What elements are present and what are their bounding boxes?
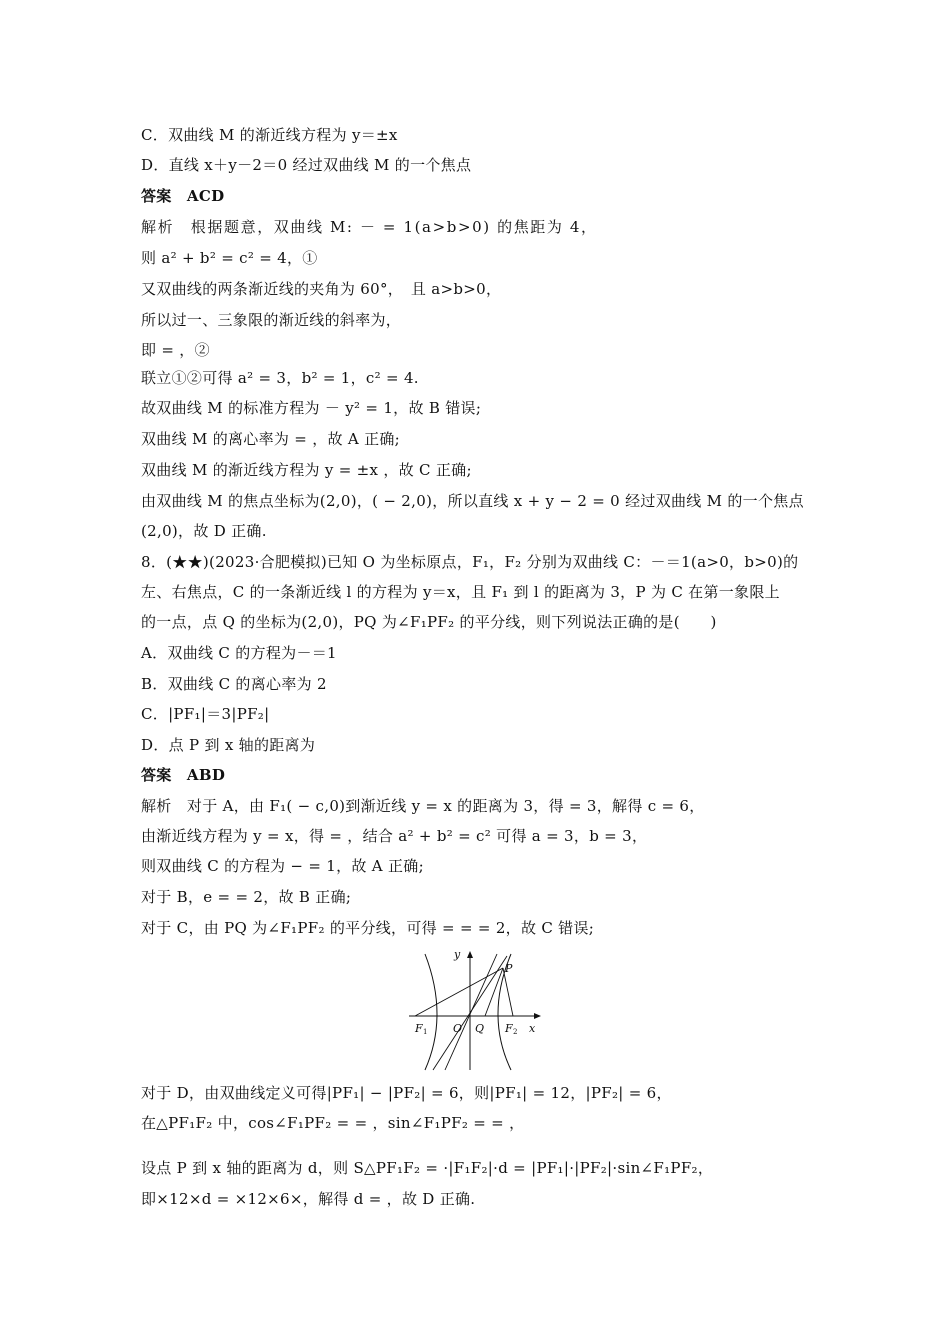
option-d: D．点 P 到 x 轴的距离为	[141, 736, 316, 754]
label-f2-sub: 2	[513, 1028, 518, 1036]
label-q: Q	[475, 1022, 485, 1035]
asymptote-line	[445, 954, 497, 1070]
analysis-prev-line: (2,0)，故 D 正确.	[141, 522, 267, 540]
x-axis-arrow	[534, 1013, 541, 1019]
label-p: P	[505, 962, 513, 975]
analysis-prev-line: 则 a² + b² = c² = 4，①	[141, 249, 318, 267]
analysis-prev-line: 即 = ，②	[141, 341, 210, 359]
option-c-prev: C．双曲线 M 的渐近线方程为 y＝±x	[141, 126, 398, 144]
option-a: A．双曲线 C 的方程为－＝1	[141, 644, 337, 662]
analysis-8-line: 对于 C，由 PQ 为∠F₁PF₂ 的平分线，可得 = = = 2，故 C 错误;	[141, 919, 595, 937]
hyperbola-diagram	[405, 946, 545, 1072]
analysis-prev-line: 故双曲线 M 的标准方程为 － y² = 1，故 B 错误;	[141, 399, 482, 417]
label-f2: F	[505, 1022, 513, 1035]
option-c: C．|PF₁|＝3|PF₂|	[141, 705, 270, 723]
analysis-8-line: 设点 P 到 x 轴的距离为 d，则 S△PF₁F₂ = ·|F₁F₂|·d = |PF₁|·|PF₂|·sin∠F₁PF₂，	[141, 1159, 714, 1177]
label-y: y	[454, 948, 461, 961]
label-o: O	[453, 1022, 463, 1035]
question-8-stem: 左、右焦点，C 的一条渐近线 l 的方程为 y＝x，且 F₁ 到 l 的距离为 3，P 为 C 在第一象限上	[141, 583, 780, 601]
analysis-prev-line: 解析 根据题意，双曲线 M: － = 1(a>b>0) 的焦距为 4，	[141, 218, 598, 236]
y-axis-arrow	[467, 951, 473, 958]
question-8-stem: 8．(★★)(2023·合肥模拟)已知 O 为坐标原点，F₁，F₂ 分别为双曲线 C：－＝1(a>0，b>0)的	[141, 553, 799, 571]
analysis-prev-line: 所以过一、三象限的渐近线的斜率为，	[141, 311, 402, 329]
label-f1-sub: 1	[423, 1028, 428, 1036]
analysis-8-line: 对于 D，由双曲线定义可得|PF₁| − |PF₂| = 6，则|PF₁| = 12，|PF₂| = 6，	[141, 1084, 672, 1102]
analysis-prev-line: 双曲线 M 的离心率为 = ，故 A 正确;	[141, 430, 401, 448]
analysis-prev-line: 又双曲线的两条渐近线的夹角为 60°， 且 a>b>0，	[141, 280, 502, 298]
option-d-prev: D．直线 x＋y－2＝0 经过双曲线 M 的一个焦点	[141, 156, 472, 174]
analysis-8-line: 对于 B，e = = 2，故 B 正确;	[141, 888, 352, 906]
answer-prev: 答案 ACD	[141, 187, 225, 205]
analysis-8-line: 即×12×d = ×12×6×，解得 d = ，故 D 正确.	[141, 1190, 476, 1208]
analysis-8-line: 由渐近线方程为 y = x，得 = ，结合 a² + b² = c² 可得 a = 3，b = 3，	[141, 827, 648, 845]
segment-pf2	[503, 968, 513, 1016]
analysis-8-line: 在△PF₁F₂ 中，cos∠F₁PF₂ = = ，sin∠F₁PF₂ = = ，	[141, 1114, 525, 1132]
label-f1: F	[415, 1022, 423, 1035]
analysis-prev-line: 由双曲线 M 的焦点坐标为(2,0)，( − 2,0)，所以直线 x + y − 2 = 0 经过双曲线 M 的一个焦点	[141, 492, 804, 510]
label-x: x	[529, 1022, 536, 1035]
hyperbola-left-branch	[425, 954, 437, 1070]
answer-8: 答案 ABD	[141, 766, 226, 784]
analysis-8-line: 解析 对于 A，由 F₁( − c,0)到渐近线 y = x 的距离为 3，得 = 3，解得 c = 6，	[141, 797, 705, 815]
analysis-8-line: 则双曲线 C 的方程为 − = 1，故 A 正确;	[141, 857, 424, 875]
analysis-prev-line: 联立①②可得 a² = 3，b² = 1，c² = 4.	[141, 369, 419, 387]
question-8-stem: 的一点，点 Q 的坐标为(2,0)，PQ 为∠F₁PF₂ 的平分线，则下列说法正确的是( )	[141, 613, 717, 631]
segment-pf1	[415, 968, 503, 1016]
hyperbola-figure	[405, 946, 545, 1072]
analysis-prev-line: 双曲线 M 的渐近线方程为 y = ±x ，故 C 正确;	[141, 461, 472, 479]
option-b: B．双曲线 C 的离心率为 2	[141, 675, 327, 693]
